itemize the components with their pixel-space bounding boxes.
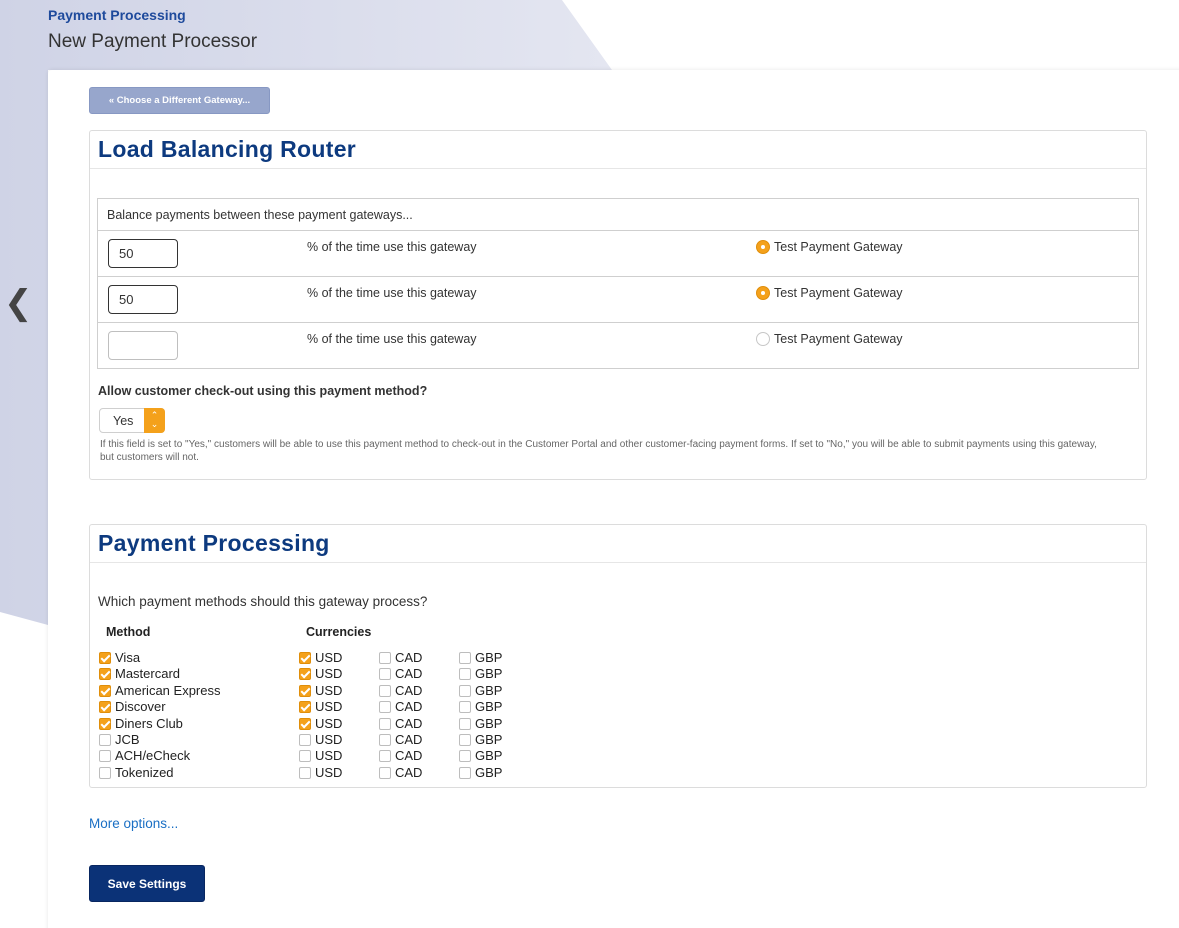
- currency-checkbox[interactable]: [459, 750, 471, 762]
- methods-question: Which payment methods should this gateway process?: [98, 594, 428, 609]
- method-row: [90, 765, 590, 781]
- page-title: New Payment Processor: [48, 31, 258, 52]
- currency-checkbox[interactable]: [379, 734, 391, 746]
- load-balancing-section: [89, 130, 1147, 480]
- method-row: [90, 650, 590, 666]
- method-checkbox[interactable]: [99, 668, 111, 680]
- section-header: [90, 131, 1146, 169]
- currency-label: CAD: [395, 748, 423, 764]
- method-column-header: Method: [106, 625, 151, 639]
- section-header: [90, 525, 1146, 563]
- method-label: Diners Club: [115, 715, 183, 731]
- method-label: Mastercard: [115, 666, 181, 682]
- currency-label: USD: [315, 764, 343, 780]
- table-row: [98, 230, 1138, 276]
- save-settings-button[interactable]: Save Settings: [89, 865, 205, 902]
- currency-label: GBP: [475, 732, 503, 747]
- currency-label: CAD: [395, 666, 423, 682]
- method-label: American Express: [115, 682, 221, 698]
- currency-label: GBP: [475, 699, 503, 715]
- section-title: Payment Processing: [98, 530, 330, 556]
- table-caption: Balance payments between these payment gateways...: [107, 207, 413, 222]
- table-row: [98, 276, 1138, 322]
- currency-checkbox[interactable]: [299, 750, 311, 762]
- allow-checkout-label: Allow customer check-out using this payment method?: [98, 384, 428, 398]
- currency-label: CAD: [395, 650, 423, 665]
- percentage-label: % of the time use this gateway: [307, 332, 477, 346]
- currency-label: CAD: [395, 732, 423, 747]
- currency-checkbox[interactable]: [459, 652, 471, 664]
- currency-label: GBP: [475, 764, 503, 780]
- gateway-label: Test Payment Gateway: [774, 332, 903, 346]
- gateway-label: Test Payment Gateway: [774, 286, 903, 300]
- currency-label: USD: [315, 732, 343, 747]
- currency-checkbox[interactable]: [379, 767, 391, 779]
- currency-checkbox[interactable]: [299, 734, 311, 746]
- table-row: [98, 322, 1138, 368]
- gateway-radio[interactable]: [756, 286, 770, 300]
- currencies-column-header: Currencies: [306, 625, 372, 639]
- more-options-link[interactable]: More options...: [89, 816, 179, 831]
- currency-checkbox[interactable]: [459, 767, 471, 779]
- method-row: [90, 748, 590, 764]
- allow-checkout-select[interactable]: [99, 408, 165, 433]
- gateway-radio[interactable]: [756, 240, 770, 254]
- currency-label: GBP: [475, 682, 503, 698]
- method-label: Visa: [115, 650, 141, 665]
- currency-checkbox[interactable]: [459, 734, 471, 746]
- currency-checkbox[interactable]: [299, 668, 311, 680]
- currency-checkbox[interactable]: [379, 701, 391, 713]
- select-arrows-icon: ⌃ ⌄: [144, 408, 165, 433]
- currency-label: USD: [315, 748, 343, 764]
- currency-checkbox[interactable]: [379, 718, 391, 730]
- currency-label: USD: [315, 650, 343, 665]
- currency-label: GBP: [475, 650, 503, 665]
- currency-checkbox[interactable]: [299, 701, 311, 713]
- currency-label: USD: [315, 682, 343, 698]
- method-checkbox[interactable]: [99, 701, 111, 713]
- section-title: Load Balancing Router: [98, 136, 357, 162]
- method-row: [90, 666, 590, 682]
- currency-checkbox[interactable]: [379, 668, 391, 680]
- percentage-input[interactable]: [108, 331, 178, 360]
- currency-label: CAD: [395, 682, 423, 698]
- gateway-radio[interactable]: [756, 332, 770, 346]
- currency-checkbox[interactable]: [379, 652, 391, 664]
- currency-checkbox[interactable]: [299, 767, 311, 779]
- method-checkbox[interactable]: [99, 652, 111, 664]
- choose-gateway-button[interactable]: « Choose a Different Gateway...: [89, 87, 270, 114]
- method-label: ACH/eCheck: [115, 748, 191, 764]
- method-label: Discover: [115, 699, 166, 715]
- method-checkbox[interactable]: [99, 718, 111, 730]
- help-text: If this field is set to "Yes," customers will be able to use this payment method to check-out in the Customer Portal and other customer-facing payment forms. If set to "No," you will be able to submit payments using this gateway, but customers will not.: [100, 439, 1097, 463]
- currency-checkbox[interactable]: [379, 750, 391, 762]
- currency-checkbox[interactable]: [299, 685, 311, 697]
- percentage-input[interactable]: [108, 285, 178, 314]
- currency-checkbox[interactable]: [299, 718, 311, 730]
- method-checkbox[interactable]: [99, 734, 111, 746]
- currency-label: GBP: [475, 715, 503, 731]
- breadcrumb[interactable]: Payment Processing: [48, 7, 186, 23]
- method-row: [90, 683, 590, 699]
- method-checkbox[interactable]: [99, 750, 111, 762]
- select-value: Yes: [113, 414, 134, 428]
- currency-label: USD: [315, 715, 343, 731]
- currency-checkbox[interactable]: [379, 685, 391, 697]
- method-label: Tokenized: [115, 764, 174, 780]
- payment-processing-section: [89, 524, 1147, 788]
- currency-checkbox[interactable]: [459, 685, 471, 697]
- method-row: [90, 732, 590, 748]
- currency-checkbox[interactable]: [459, 668, 471, 680]
- collapse-sidebar-icon[interactable]: ❮: [4, 283, 33, 323]
- percentage-label: % of the time use this gateway: [307, 240, 477, 254]
- currency-label: CAD: [395, 764, 423, 780]
- currency-checkbox[interactable]: [299, 652, 311, 664]
- currency-checkbox[interactable]: [459, 701, 471, 713]
- gateway-balance-table: [97, 198, 1139, 369]
- method-checkbox[interactable]: [99, 685, 111, 697]
- percentage-label: % of the time use this gateway: [307, 286, 477, 300]
- method-checkbox[interactable]: [99, 767, 111, 779]
- percentage-input[interactable]: [108, 239, 178, 268]
- currency-label: USD: [315, 699, 343, 715]
- currency-label: GBP: [475, 666, 503, 682]
- currency-label: CAD: [395, 715, 423, 731]
- currency-label: USD: [315, 666, 343, 682]
- method-label: JCB: [115, 732, 140, 747]
- method-row: [90, 699, 590, 715]
- currency-label: GBP: [475, 748, 503, 764]
- method-row: [90, 716, 590, 732]
- currency-checkbox[interactable]: [459, 718, 471, 730]
- currency-label: CAD: [395, 699, 423, 715]
- gateway-label: Test Payment Gateway: [774, 240, 903, 254]
